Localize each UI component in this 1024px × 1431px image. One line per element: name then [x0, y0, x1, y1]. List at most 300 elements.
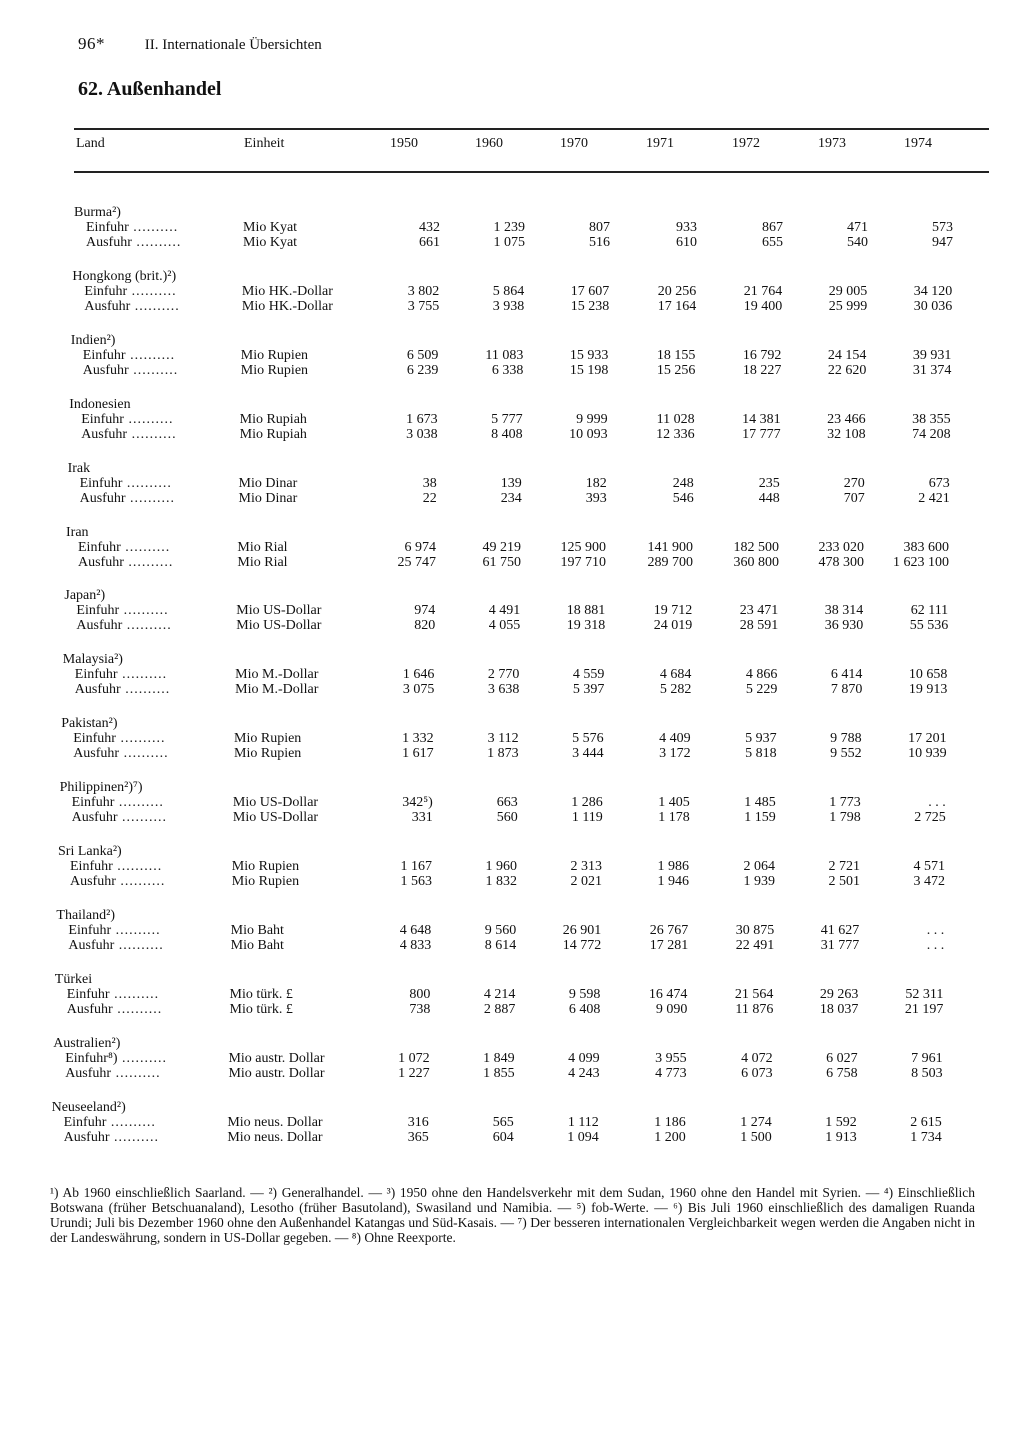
unit-label: Mio US-Dollar: [236, 603, 322, 619]
country-name: Türkei: [54, 971, 93, 987]
country-row: [0, 461, 1024, 476]
table-cell: 933: [676, 220, 697, 235]
table-cell: 25 999: [828, 298, 868, 314]
table-cell: 12 336: [656, 426, 695, 442]
table-cell: 393: [585, 490, 607, 506]
unit-label: Mio Rial: [237, 554, 288, 570]
table-cell: 1 075: [493, 235, 525, 250]
table-cell: 197 710: [560, 554, 606, 570]
table-cell: 30 036: [913, 298, 953, 314]
table-cell: 62 111: [910, 603, 949, 619]
table-cell: 9 788: [830, 731, 862, 747]
einfuhr-row: [0, 667, 1024, 682]
table-cell: 141 900: [647, 539, 693, 555]
table-cell: 5 777: [491, 411, 523, 427]
einfuhr-label: Einfuhr .....: [86, 220, 226, 235]
table-cell: 383 600: [903, 539, 949, 555]
table-cell: 6 073: [741, 1065, 773, 1081]
table-cell: 2 421: [918, 490, 950, 506]
table-cell: 573: [932, 220, 953, 235]
table-cell: 1 112: [567, 1114, 599, 1130]
ausfuhr-label: Ausfuhr .....: [70, 874, 210, 889]
country-name: Indien²): [70, 332, 116, 348]
table-cell: 10 939: [908, 746, 947, 762]
table-cell: 3 075: [402, 682, 435, 698]
ausfuhr-row: [0, 682, 1024, 697]
table-cell: 1 200: [654, 1129, 686, 1145]
ausfuhr-row: [0, 1002, 1024, 1017]
table-cell: 31 374: [912, 362, 952, 378]
table-cell: 4 684: [659, 667, 692, 683]
einfuhr-row: [0, 1051, 1024, 1066]
table-cell: 565: [492, 1114, 514, 1130]
table-cell: 1 673: [406, 411, 438, 427]
table-cell: 1 405: [658, 795, 690, 811]
table-cell: 1 849: [483, 1050, 515, 1066]
table-cell: 867: [762, 220, 783, 235]
country-name: Thailand²): [56, 907, 116, 923]
table-cell: 2 725: [914, 810, 946, 826]
einfuhr-row: [0, 923, 1024, 938]
table-cell: 19 400: [743, 298, 783, 314]
table-cell: 516: [589, 235, 610, 250]
table-top-rule: [74, 128, 989, 130]
country-row: [0, 333, 1024, 348]
einfuhr-label: Einfuhr .....: [83, 348, 223, 363]
unit-label: Mio austr. Dollar: [228, 1050, 325, 1066]
table-cell: 1 227: [398, 1065, 430, 1081]
table-cell: 6 408: [568, 1001, 601, 1017]
table-cell: 4 409: [659, 731, 691, 747]
table-cell: 17 281: [649, 937, 689, 953]
ausfuhr-label: Ausfuhr .....: [83, 363, 223, 378]
table-cell: 5 864: [492, 283, 525, 299]
country-row: [0, 205, 1024, 220]
table-cell: 1 332: [402, 731, 434, 747]
table-title: 62. Außenhandel: [78, 78, 222, 100]
country-name: Philippinen²)⁷): [59, 780, 143, 796]
column-header-year: 1972: [732, 136, 760, 151]
table-cell: 6 027: [826, 1050, 858, 1066]
table-cell: 4 559: [572, 667, 605, 683]
unit-label: Mio Rupiah: [239, 411, 307, 427]
table-cell: 360 800: [733, 554, 779, 570]
table-cell: 29 263: [819, 986, 859, 1002]
table-cell: 10 093: [569, 426, 608, 442]
unit-label: Mio Rupien: [240, 347, 309, 363]
ausfuhr-label: Ausfuhr .....: [78, 555, 218, 570]
table-cell: 3 802: [407, 283, 440, 299]
table-cell: 74 208: [912, 426, 951, 442]
column-header-year: 1970: [560, 136, 588, 151]
table-cell: 560: [496, 810, 518, 826]
table-cell: . . .: [928, 795, 946, 811]
table-cell: 655: [762, 235, 783, 250]
table-cell: 61 750: [482, 554, 521, 570]
country-name: Neuseeland²): [51, 1099, 126, 1115]
table-cell: 1 178: [658, 810, 690, 826]
country-name: Burma²): [74, 205, 121, 220]
table-cell: 23 471: [739, 603, 779, 619]
unit-label: Mio Rupien: [231, 859, 300, 874]
ausfuhr-label: Ausfuhr .....: [73, 746, 213, 761]
table-cell: 1 592: [825, 1114, 857, 1130]
einfuhr-label: Einfuhr .....: [72, 795, 212, 810]
table-header-rule: [74, 171, 989, 173]
einfuhr-row: [0, 412, 1024, 427]
ausfuhr-label: Ausfuhr .....: [81, 427, 221, 442]
ausfuhr-row: [0, 427, 1024, 442]
unit-label: Mio HK.-Dollar: [241, 283, 333, 299]
table-cell: 289 700: [647, 554, 693, 570]
ausfuhr-row: [0, 810, 1024, 825]
table-cell: 233 020: [818, 539, 864, 555]
ausfuhr-row: [0, 491, 1024, 506]
table-cell: 1 798: [829, 810, 861, 826]
table-cell: 661: [419, 235, 440, 250]
ausfuhr-label: Ausfuhr .....: [86, 235, 226, 250]
ausfuhr-label: Ausfuhr .....: [64, 1130, 204, 1145]
unit-label: Mio Kyat: [243, 235, 298, 250]
table-cell: 9 598: [568, 986, 601, 1002]
ausfuhr-row: [0, 299, 1024, 314]
table-cell: 34 120: [913, 283, 953, 299]
table-cell: 4 648: [399, 922, 432, 938]
footnotes: ¹) Ab 1960 einschließlich Saarland. — ²) Generalhandel. — ³) 1950 ohne den Handelsverkehr mit dem Sudan, 1960 ohne den Handel mit Syrien. — ⁴) Einschließlich Botswana (früher Betschuanaland), Lesotho (früher Basutoland), Swasiland und Namibia. — ⁵) fob-Werte. — ⁶) Bis Juli 1960 einschließlich des damaligen Ruanda Urundi; Juli bis Dezember 1960 ohne den Außenhandel Katangas und Süd-Kasais. — ⁷) Der besseren internationalen Vergleichbarkeit wegen werden die Angaben nicht in der Landeswährung, sondern in US-Dollar gegeben. — ⁸) Ohne Reexporte.: [50, 1185, 975, 1245]
table-cell: 4 833: [399, 937, 432, 953]
unit-label: Mio Kyat: [243, 220, 298, 235]
ausfuhr-row: [0, 746, 1024, 761]
table-cell: 4 099: [568, 1050, 600, 1066]
table-cell: 270: [843, 475, 865, 491]
einfuhr-label: Einfuhr .....: [76, 603, 216, 618]
table-cell: 604: [492, 1129, 514, 1145]
table-cell: 1 832: [485, 874, 517, 889]
country-name: Japan²): [64, 588, 106, 604]
table-cell: 18 227: [742, 362, 782, 378]
ausfuhr-label: Ausfuhr .....: [72, 810, 212, 825]
table-cell: 800: [409, 986, 431, 1002]
country-name: Hongkong (brit.)²): [72, 268, 177, 284]
unit-label: Mio Rial: [237, 539, 288, 555]
table-cell: 4 773: [655, 1065, 687, 1081]
table-cell: 6 758: [826, 1065, 858, 1081]
table-cell: 19 712: [653, 603, 693, 619]
table-cell: 26 767: [649, 922, 689, 938]
table-cell: 4 214: [483, 986, 516, 1002]
einfuhr-row: [0, 795, 1024, 810]
table-cell: 14 381: [742, 411, 781, 427]
table-cell: 125 900: [560, 539, 606, 555]
einfuhr-row: [0, 220, 1024, 235]
unit-label: Mio austr. Dollar: [228, 1065, 325, 1081]
table-cell: 471: [847, 220, 868, 235]
table-cell: 234: [500, 490, 522, 506]
country-row: [0, 972, 1024, 987]
table-cell: 610: [676, 235, 697, 250]
table-cell: 5 397: [572, 682, 605, 698]
table-cell: 1 617: [402, 746, 434, 762]
table-cell: 29 005: [828, 283, 868, 299]
table-cell: 2 064: [743, 859, 775, 874]
einfuhr-label: Einfuhr .....: [80, 476, 220, 491]
ausfuhr-label: Ausfuhr .....: [80, 491, 220, 506]
table-cell: 663: [496, 795, 518, 811]
country-row: [0, 588, 1024, 603]
table-cell: 16 474: [648, 986, 688, 1002]
column-header-year: 1971: [646, 136, 674, 151]
table-cell: 8 408: [491, 426, 523, 442]
table-cell: 21 197: [904, 1001, 944, 1017]
table-cell: 820: [414, 618, 436, 634]
table-cell: 1 646: [402, 667, 435, 683]
einfuhr-row: [0, 859, 1024, 874]
table-cell: 22: [422, 490, 437, 506]
unit-label: Mio M.-Dollar: [235, 667, 319, 683]
table-cell: 25 747: [397, 554, 436, 570]
table-cell: . . .: [926, 937, 945, 953]
table-cell: 21 564: [734, 986, 774, 1002]
einfuhr-label: Einfuhr .....: [78, 540, 218, 555]
table-cell: 2 887: [483, 1001, 516, 1017]
table-cell: 2 770: [487, 667, 520, 683]
table-cell: 1 873: [487, 746, 519, 762]
table-cell: 5 282: [659, 682, 692, 698]
table-cell: 4 055: [488, 618, 521, 634]
table-cell: 3 172: [659, 746, 691, 762]
table-cell: 1 563: [400, 874, 432, 889]
table-cell: 30 875: [735, 922, 775, 938]
table-cell: 448: [758, 490, 780, 506]
table-cell: 24 154: [827, 347, 867, 363]
unit-label: Mio Baht: [230, 922, 284, 938]
einfuhr-row: [0, 1115, 1024, 1130]
einfuhr-label: Einfuhr .....: [68, 923, 208, 938]
table-cell: 6 338: [491, 362, 524, 378]
einfuhr-label: Einfuhr .....: [70, 859, 210, 874]
table-cell: 24 019: [653, 618, 693, 634]
table-cell: 17 777: [742, 426, 781, 442]
country-name: Iran: [66, 524, 89, 540]
unit-label: Mio Dinar: [238, 475, 298, 491]
table-cell: 974: [414, 603, 436, 619]
table-cell: 1 946: [657, 874, 689, 889]
table-cell: 20 256: [657, 283, 697, 299]
table-cell: 3 112: [487, 731, 519, 747]
ausfuhr-row: [0, 235, 1024, 250]
table-cell: 2 021: [570, 874, 602, 889]
table-cell: 49 219: [482, 539, 521, 555]
table-cell: 235: [758, 475, 780, 491]
table-cell: 5 937: [745, 731, 777, 747]
table-cell: 316: [407, 1114, 429, 1130]
table-cell: 1 485: [744, 795, 776, 811]
einfuhr-row: [0, 476, 1024, 491]
table-cell: 6 239: [406, 362, 439, 378]
column-header-land: Land: [76, 136, 105, 151]
table-cell: 18 881: [566, 603, 606, 619]
table-cell: 5 229: [745, 682, 778, 698]
table-cell: 28 591: [739, 618, 779, 634]
table-cell: 1 167: [400, 859, 432, 874]
table-cell: 38 314: [824, 603, 864, 619]
country-row: [0, 397, 1024, 412]
table-cell: 1 239: [493, 220, 525, 235]
table-cell: 11 083: [485, 347, 524, 363]
page-header: [78, 34, 322, 54]
einfuhr-row: [0, 284, 1024, 299]
country-name: Pakistan²): [61, 716, 118, 732]
ausfuhr-label: Ausfuhr .....: [76, 618, 216, 633]
table-cell: 248: [672, 475, 694, 491]
table-cell: 182 500: [733, 539, 779, 555]
table-cell: 17 201: [908, 731, 947, 747]
unit-label: Mio US-Dollar: [232, 810, 319, 826]
table-cell: 1 773: [829, 795, 861, 811]
table-cell: 1 159: [744, 810, 776, 826]
einfuhr-row: [0, 731, 1024, 746]
einfuhr-row: [0, 603, 1024, 618]
table-cell: 55 536: [909, 618, 949, 634]
table-cell: 15 238: [570, 298, 610, 314]
section-title: II. Internationale Übersichten: [144, 37, 322, 53]
table-cell: 3 472: [913, 874, 945, 889]
table-cell: 9 999: [576, 411, 608, 427]
einfuhr-label: Einfuhr .....: [64, 1115, 204, 1130]
country-name: Irak: [67, 460, 91, 476]
ausfuhr-label: Ausfuhr .....: [67, 1002, 207, 1017]
country-row: [0, 716, 1024, 731]
table-cell: 342⁵): [402, 795, 433, 811]
unit-label: Mio US-Dollar: [232, 795, 319, 811]
country-row: [0, 844, 1024, 859]
table-cell: 23 466: [827, 411, 866, 427]
ausfuhr-row: [0, 938, 1024, 953]
column-header-einheit: Einheit: [244, 136, 285, 151]
unit-label: Mio Rupiah: [239, 426, 307, 442]
table-cell: 52 311: [905, 986, 944, 1002]
column-header-year: 1950: [390, 136, 418, 151]
table-cell: 3 444: [572, 746, 604, 762]
country-row: [0, 269, 1024, 284]
table-cell: 3 755: [407, 298, 440, 314]
country-row: [0, 1036, 1024, 1051]
table-cell: 22 620: [827, 362, 867, 378]
table-cell: 4 072: [741, 1050, 773, 1066]
table-cell: 1 623 100: [893, 554, 949, 570]
unit-label: Mio M.-Dollar: [235, 682, 319, 698]
table-cell: 3 038: [406, 426, 438, 442]
unit-label: Mio Baht: [230, 937, 284, 953]
table-cell: 1 913: [825, 1129, 857, 1145]
table-cell: 22 491: [735, 937, 775, 953]
country-row: [0, 908, 1024, 923]
einfuhr-label: Einfuhr⁸) .....: [65, 1051, 205, 1066]
column-header-year: 1973: [818, 136, 846, 151]
einfuhr-row: [0, 987, 1024, 1002]
table-cell: 2 615: [910, 1114, 942, 1130]
country-name: Malaysia²): [62, 652, 123, 668]
table-cell: 3 638: [487, 682, 520, 698]
table-cell: 10 658: [908, 667, 948, 683]
unit-label: Mio Rupien: [234, 731, 302, 747]
table-cell: 1 286: [571, 795, 603, 811]
table-cell: 1 939: [743, 874, 775, 889]
ausfuhr-label: Ausfuhr .....: [84, 299, 224, 314]
table-cell: 31 777: [820, 937, 860, 953]
table-cell: 21 764: [743, 283, 783, 299]
einfuhr-label: Einfuhr .....: [75, 667, 215, 682]
table-cell: 4 491: [488, 603, 521, 619]
ausfuhr-label: Ausfuhr .....: [65, 1066, 205, 1081]
table-cell: 32 108: [827, 426, 866, 442]
unit-label: Mio Dinar: [238, 490, 298, 506]
table-cell: 38: [422, 475, 437, 491]
country-name: Sri Lanka²): [58, 844, 122, 859]
table-cell: 6 414: [830, 667, 863, 683]
unit-label: Mio neus. Dollar: [227, 1129, 323, 1145]
table-cell: 16 792: [742, 347, 782, 363]
ausfuhr-row: [0, 555, 1024, 570]
table-cell: 39 931: [912, 347, 952, 363]
table-cell: 15 256: [656, 362, 696, 378]
table-cell: 432: [419, 220, 440, 235]
einfuhr-label: Einfuhr .....: [67, 987, 207, 1002]
table-cell: 9 552: [830, 746, 862, 762]
table-cell: 38 355: [912, 411, 951, 427]
table-cell: 1 186: [654, 1114, 686, 1130]
table-cell: 1 855: [483, 1065, 515, 1081]
ausfuhr-label: Ausfuhr .....: [68, 938, 208, 953]
einfuhr-label: Einfuhr .....: [81, 412, 221, 427]
table-cell: 1 500: [740, 1129, 772, 1145]
table-cell: 19 913: [908, 682, 948, 698]
country-row: [0, 652, 1024, 667]
country-row: [0, 780, 1024, 795]
country-row: [0, 525, 1024, 540]
table-cell: 8 614: [484, 937, 517, 953]
unit-label: Mio türk. £: [229, 1001, 293, 1017]
unit-label: Mio neus. Dollar: [227, 1114, 323, 1130]
table-cell: 26 901: [562, 922, 602, 938]
unit-label: Mio Rupien: [234, 746, 302, 762]
ausfuhr-row: [0, 1130, 1024, 1145]
table-cell: 14 772: [562, 937, 602, 953]
country-name: Australien²): [53, 1035, 121, 1051]
table-cell: 4 243: [568, 1065, 600, 1081]
ausfuhr-row: [0, 363, 1024, 378]
table-cell: 18 155: [656, 347, 696, 363]
table-cell: 8 503: [911, 1065, 943, 1081]
table-cell: 3 955: [655, 1050, 687, 1066]
ausfuhr-label: Ausfuhr .....: [75, 682, 215, 697]
table-cell: 5 576: [572, 731, 604, 747]
einfuhr-row: [0, 540, 1024, 555]
table-cell: 1 734: [910, 1129, 942, 1145]
table-cell: 3 938: [492, 298, 525, 314]
ausfuhr-row: [0, 618, 1024, 633]
einfuhr-label: Einfuhr .....: [84, 284, 224, 299]
column-header-year: 1960: [475, 136, 503, 151]
table-cell: 9 090: [655, 1001, 688, 1017]
table-cell: 15 198: [569, 362, 609, 378]
table-cell: 2 501: [828, 874, 860, 889]
table-cell: 17 164: [657, 298, 697, 314]
table-cell: 9 560: [484, 922, 517, 938]
table-cell: 1 274: [740, 1114, 772, 1130]
table-cell: 19 318: [566, 618, 606, 634]
unit-label: Mio HK.-Dollar: [241, 298, 333, 314]
